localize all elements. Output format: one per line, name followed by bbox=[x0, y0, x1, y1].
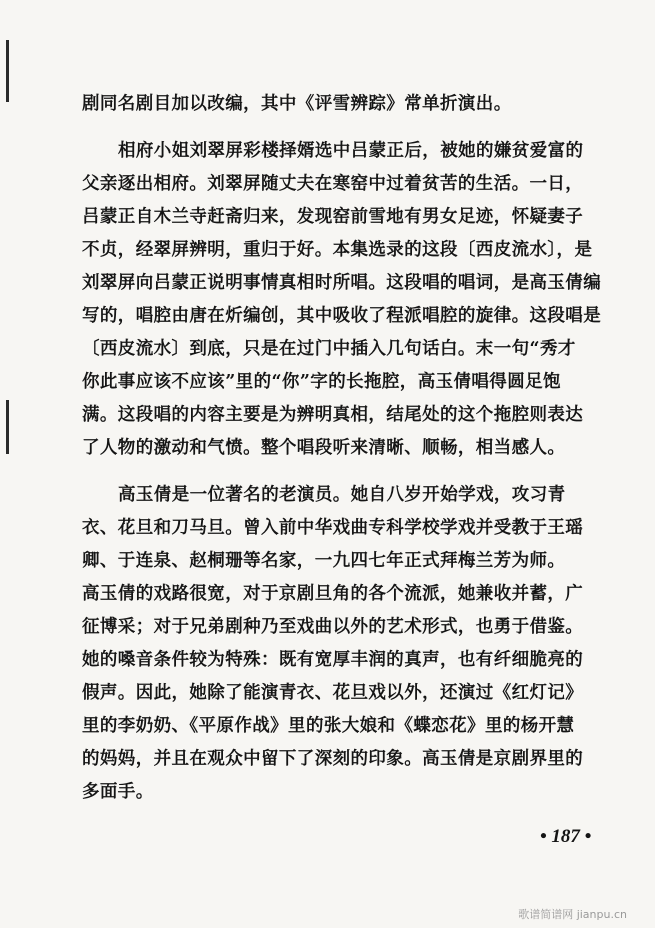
text-line: 〔西皮流水〕到底，只是在过门中插入几句话白。末一句“秀才 bbox=[82, 339, 576, 359]
text-line: 写的，唱腔由唐在炘编创，其中吸收了程派唱腔的旋律。这段唱是 bbox=[82, 306, 602, 326]
scan-edge-mark-top bbox=[6, 40, 9, 102]
page-number: • 187 • bbox=[540, 826, 592, 847]
text-line: 多面手。 bbox=[82, 782, 154, 802]
paragraph-2 bbox=[82, 135, 610, 465]
paragraph-gap bbox=[82, 465, 610, 479]
text-line: 征博采；对于兄弟剧种乃至戏曲以外的艺术形式，也勇于借鉴。 bbox=[82, 617, 584, 637]
text-line: 里的李奶奶、《平原作战》里的张大娘和《蝶恋花》里的杨开慧 bbox=[82, 716, 575, 736]
text-line: 相府小姐刘翠屏彩楼择婿选中吕蒙正后，被她的嫌贫爱富的 bbox=[118, 141, 584, 161]
text-line: 刘翠屏向吕蒙正说明事情真相时所唱。这段唱的唱词，是高玉倩编 bbox=[82, 273, 602, 293]
text-line: 你此事应该不应该”里的“你”字的长拖腔，高玉倩唱得圆足饱 bbox=[82, 372, 561, 392]
text-line: 满。这段唱的内容主要是为辨明真相，结尾处的这个拖腔则表达 bbox=[82, 405, 584, 425]
text-line: 不贞，经翠屏辨明，重归于好。本集选录的这段〔西皮流水〕，是 bbox=[82, 240, 593, 260]
text-line: 卿、于连泉、赵桐珊等名家，一九四七年正式拜梅兰芳为师。 bbox=[82, 551, 566, 571]
text-line: 她的嗓音条件较为特殊：既有宽厚丰润的真声，也有纤细脆亮的 bbox=[82, 650, 584, 670]
body-text bbox=[82, 88, 610, 809]
text-line: 了人物的激动和气愤。整个唱段听来清晰、顺畅，相当感人。 bbox=[82, 438, 566, 458]
text-line: 的妈妈，并且在观众中留下了深刻的印象。高玉倩是京剧界里的 bbox=[82, 749, 584, 769]
text-line: 假声。因此，她除了能演青衣、花旦戏以外，还演过《红灯记》 bbox=[82, 683, 584, 703]
text-line: 高玉倩是一位著名的老演员。她自八岁开始学戏，攻习青 bbox=[118, 485, 566, 505]
text-line: 剧同名剧目加以改编，其中《评雪辨踪》常单折演出。 bbox=[82, 94, 512, 114]
text-line: 吕蒙正自木兰寺赶斋归来，发现窑前雪地有男女足迹，怀疑妻子 bbox=[82, 207, 584, 227]
paragraph-1 bbox=[82, 88, 610, 121]
paragraph-gap bbox=[82, 121, 610, 135]
text-line: 父亲逐出相府。刘翠屏随丈夫在寒窑中过着贫苦的生活。一日， bbox=[82, 174, 584, 194]
text-line: 高玉倩的戏路很宽，对于京剧旦角的各个流派，她兼收并蓄，广 bbox=[82, 584, 584, 604]
site-watermark: 歌谱简谱网 jianpu.cn bbox=[518, 908, 627, 921]
paragraph-3 bbox=[82, 479, 610, 809]
scan-edge-mark-middle bbox=[6, 400, 9, 454]
text-line: 衣、花旦和刀马旦。曾入前中华戏曲专科学校学戏并受教于王瑶 bbox=[82, 518, 584, 538]
